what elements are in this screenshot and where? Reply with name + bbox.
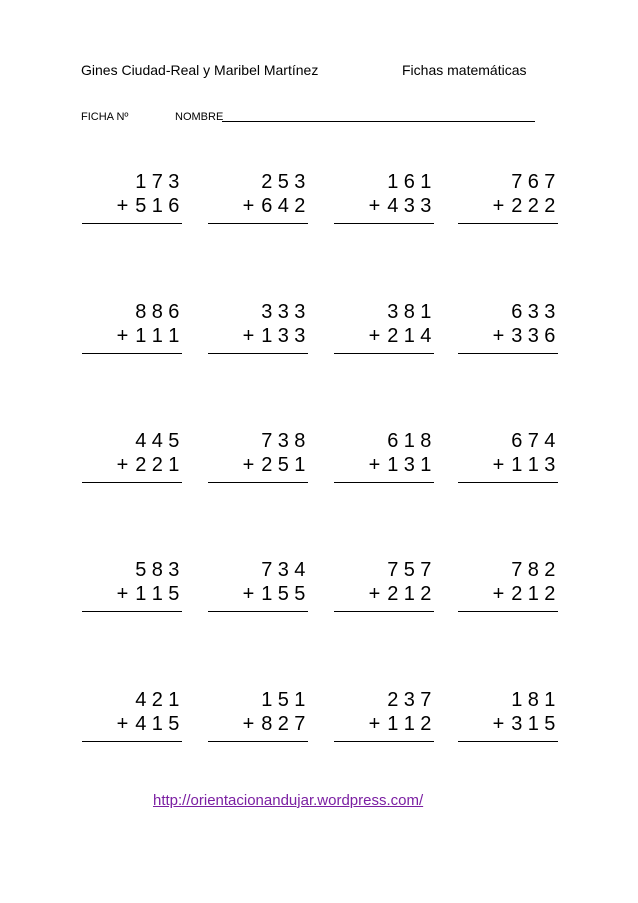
plus-sign: + xyxy=(492,195,505,217)
second-addend xyxy=(489,580,559,608)
digit: 3 xyxy=(403,195,415,217)
second-addend xyxy=(489,192,559,220)
addition-problem xyxy=(82,686,182,748)
sum-line xyxy=(208,223,308,224)
digit: 2 xyxy=(261,171,273,193)
digit: 3 xyxy=(277,430,289,452)
digit: 4 xyxy=(420,325,432,347)
plus-sign: + xyxy=(116,325,129,347)
plus-sign: + xyxy=(492,325,505,347)
addition-problem xyxy=(208,298,308,360)
second-addend xyxy=(239,451,309,479)
sum-line xyxy=(334,353,434,354)
digit: 4 xyxy=(294,559,306,581)
digit: 1 xyxy=(511,454,523,476)
sum-line xyxy=(82,482,182,483)
digit: 3 xyxy=(277,325,289,347)
digit: 5 xyxy=(294,583,306,605)
plus-sign: + xyxy=(242,195,255,217)
digit: 8 xyxy=(135,301,147,323)
sum-line xyxy=(334,611,434,612)
digit: 2 xyxy=(294,195,306,217)
sum-line xyxy=(458,353,558,354)
addition-problem xyxy=(208,168,308,230)
digit: 3 xyxy=(294,325,306,347)
digit: 2 xyxy=(420,713,432,735)
digit: 6 xyxy=(168,301,180,323)
digit: 7 xyxy=(261,430,273,452)
addition-problem xyxy=(82,556,182,618)
digit: 7 xyxy=(294,713,306,735)
digit: 1 xyxy=(403,325,415,347)
second-addend xyxy=(239,580,309,608)
sum-line xyxy=(82,741,182,742)
digit: 2 xyxy=(387,583,399,605)
addition-problem xyxy=(458,298,558,360)
digit: 1 xyxy=(403,430,415,452)
digit: 1 xyxy=(135,171,147,193)
second-addend xyxy=(365,580,435,608)
digit: 1 xyxy=(261,689,273,711)
digit: 3 xyxy=(403,454,415,476)
digit: 8 xyxy=(294,430,306,452)
digit: 1 xyxy=(261,583,273,605)
second-addend xyxy=(365,192,435,220)
plus-sign: + xyxy=(368,713,381,735)
digit: 7 xyxy=(544,171,556,193)
addition-problem xyxy=(208,427,308,489)
digit: 1 xyxy=(168,454,180,476)
digit: 7 xyxy=(151,171,163,193)
digit: 7 xyxy=(261,559,273,581)
addition-problem xyxy=(334,686,434,748)
digit: 3 xyxy=(261,301,273,323)
addition-problem xyxy=(334,168,434,230)
digit: 8 xyxy=(527,689,539,711)
digit: 1 xyxy=(511,689,523,711)
digit: 6 xyxy=(387,430,399,452)
digit: 3 xyxy=(544,301,556,323)
sum-line xyxy=(208,611,308,612)
digit: 2 xyxy=(277,713,289,735)
addition-problem xyxy=(458,556,558,618)
second-addend xyxy=(365,710,435,738)
sum-line xyxy=(208,741,308,742)
digit: 3 xyxy=(420,195,432,217)
addition-problem xyxy=(458,686,558,748)
plus-sign: + xyxy=(368,325,381,347)
digit: 1 xyxy=(151,583,163,605)
plus-sign: + xyxy=(492,454,505,476)
plus-sign: + xyxy=(242,454,255,476)
sum-line xyxy=(458,611,558,612)
digit: 2 xyxy=(387,689,399,711)
sum-line xyxy=(208,353,308,354)
digit: 2 xyxy=(151,689,163,711)
digit: 7 xyxy=(511,559,523,581)
worksheet-title: Fichas matemáticas xyxy=(402,62,527,78)
plus-sign: + xyxy=(116,713,129,735)
plus-sign: + xyxy=(242,583,255,605)
digit: 2 xyxy=(511,195,523,217)
digit: 4 xyxy=(277,195,289,217)
digit: 2 xyxy=(151,454,163,476)
digit: 5 xyxy=(168,713,180,735)
digit: 2 xyxy=(261,454,273,476)
digit: 2 xyxy=(420,583,432,605)
digit: 2 xyxy=(135,454,147,476)
sum-line xyxy=(334,223,434,224)
digit: 3 xyxy=(277,301,289,323)
addition-problem xyxy=(208,686,308,748)
addition-problem xyxy=(334,298,434,360)
digit: 7 xyxy=(511,171,523,193)
digit: 3 xyxy=(511,325,523,347)
digit: 1 xyxy=(527,583,539,605)
digit: 1 xyxy=(168,689,180,711)
sum-line xyxy=(334,741,434,742)
digit: 1 xyxy=(420,454,432,476)
digit: 3 xyxy=(527,325,539,347)
nombre-label: NOMBRE xyxy=(175,111,224,123)
digit: 5 xyxy=(277,583,289,605)
sum-line xyxy=(82,611,182,612)
second-addend xyxy=(239,192,309,220)
sum-line xyxy=(458,223,558,224)
digit: 6 xyxy=(511,430,523,452)
digit: 1 xyxy=(403,583,415,605)
digit: 6 xyxy=(261,195,273,217)
plus-sign: + xyxy=(116,454,129,476)
digit: 2 xyxy=(527,195,539,217)
digit: 1 xyxy=(261,325,273,347)
sum-line xyxy=(82,353,182,354)
second-addend xyxy=(365,451,435,479)
digit: 5 xyxy=(168,430,180,452)
digit: 1 xyxy=(420,171,432,193)
digit: 6 xyxy=(544,325,556,347)
digit: 1 xyxy=(151,325,163,347)
digit: 1 xyxy=(544,689,556,711)
digit: 6 xyxy=(168,195,180,217)
second-addend xyxy=(239,322,309,350)
digit: 1 xyxy=(403,713,415,735)
digit: 5 xyxy=(135,195,147,217)
second-addend xyxy=(489,322,559,350)
digit: 5 xyxy=(403,559,415,581)
second-addend xyxy=(489,451,559,479)
addition-problem xyxy=(208,556,308,618)
digit: 3 xyxy=(403,689,415,711)
sum-line xyxy=(458,482,558,483)
digit: 2 xyxy=(544,195,556,217)
digit: 3 xyxy=(277,559,289,581)
digit: 5 xyxy=(135,559,147,581)
digit: 5 xyxy=(277,454,289,476)
digit: 8 xyxy=(420,430,432,452)
digit: 3 xyxy=(168,171,180,193)
second-addend xyxy=(113,322,183,350)
second-addend xyxy=(239,710,309,738)
plus-sign: + xyxy=(242,325,255,347)
addition-problem xyxy=(334,427,434,489)
digit: 2 xyxy=(544,583,556,605)
sum-line xyxy=(208,482,308,483)
plus-sign: + xyxy=(116,195,129,217)
digit: 1 xyxy=(527,713,539,735)
addition-problem xyxy=(82,168,182,230)
digit: 6 xyxy=(403,171,415,193)
digit: 2 xyxy=(387,325,399,347)
sum-line xyxy=(82,223,182,224)
second-addend xyxy=(113,192,183,220)
digit: 5 xyxy=(277,689,289,711)
digit: 6 xyxy=(527,171,539,193)
digit: 1 xyxy=(387,713,399,735)
addition-problem xyxy=(458,427,558,489)
digit: 8 xyxy=(403,301,415,323)
digit: 1 xyxy=(527,454,539,476)
name-write-line xyxy=(222,121,535,122)
digit: 3 xyxy=(387,301,399,323)
digit: 7 xyxy=(527,430,539,452)
digit: 6 xyxy=(511,301,523,323)
digit: 1 xyxy=(151,195,163,217)
plus-sign: + xyxy=(368,454,381,476)
addition-problem xyxy=(334,556,434,618)
digit: 1 xyxy=(387,454,399,476)
plus-sign: + xyxy=(492,713,505,735)
digit: 3 xyxy=(527,301,539,323)
digit: 4 xyxy=(387,195,399,217)
digit: 8 xyxy=(261,713,273,735)
digit: 2 xyxy=(544,559,556,581)
digit: 7 xyxy=(420,689,432,711)
digit: 4 xyxy=(135,689,147,711)
digit: 1 xyxy=(151,713,163,735)
digit: 1 xyxy=(168,325,180,347)
digit: 1 xyxy=(135,325,147,347)
sum-line xyxy=(458,741,558,742)
authors-header: Gines Ciudad-Real y Maribel Martínez xyxy=(81,62,319,78)
ficha-number-label: FICHA Nº xyxy=(81,111,129,123)
digit: 3 xyxy=(294,301,306,323)
digit: 8 xyxy=(151,559,163,581)
second-addend xyxy=(113,451,183,479)
digit: 8 xyxy=(151,301,163,323)
digit: 4 xyxy=(135,713,147,735)
digit: 5 xyxy=(168,583,180,605)
plus-sign: + xyxy=(492,583,505,605)
digit: 7 xyxy=(387,559,399,581)
digit: 4 xyxy=(151,430,163,452)
addition-problem xyxy=(458,168,558,230)
digit: 5 xyxy=(544,713,556,735)
digit: 1 xyxy=(135,583,147,605)
digit: 5 xyxy=(277,171,289,193)
digit: 2 xyxy=(511,583,523,605)
sum-line xyxy=(334,482,434,483)
digit: 4 xyxy=(135,430,147,452)
plus-sign: + xyxy=(242,713,255,735)
digit: 3 xyxy=(544,454,556,476)
plus-sign: + xyxy=(368,195,381,217)
digit: 3 xyxy=(294,171,306,193)
digit: 1 xyxy=(387,171,399,193)
addition-problem xyxy=(82,427,182,489)
digit: 7 xyxy=(420,559,432,581)
second-addend xyxy=(113,710,183,738)
digit: 1 xyxy=(294,454,306,476)
plus-sign: + xyxy=(368,583,381,605)
second-addend xyxy=(489,710,559,738)
second-addend xyxy=(113,580,183,608)
website-link[interactable]: http://orientacionandujar.wordpress.com/ xyxy=(153,792,424,809)
digit: 3 xyxy=(511,713,523,735)
plus-sign: + xyxy=(116,583,129,605)
digit: 1 xyxy=(420,301,432,323)
digit: 3 xyxy=(168,559,180,581)
second-addend xyxy=(365,322,435,350)
addition-problem xyxy=(82,298,182,360)
digit: 1 xyxy=(294,689,306,711)
digit: 8 xyxy=(527,559,539,581)
digit: 4 xyxy=(544,430,556,452)
